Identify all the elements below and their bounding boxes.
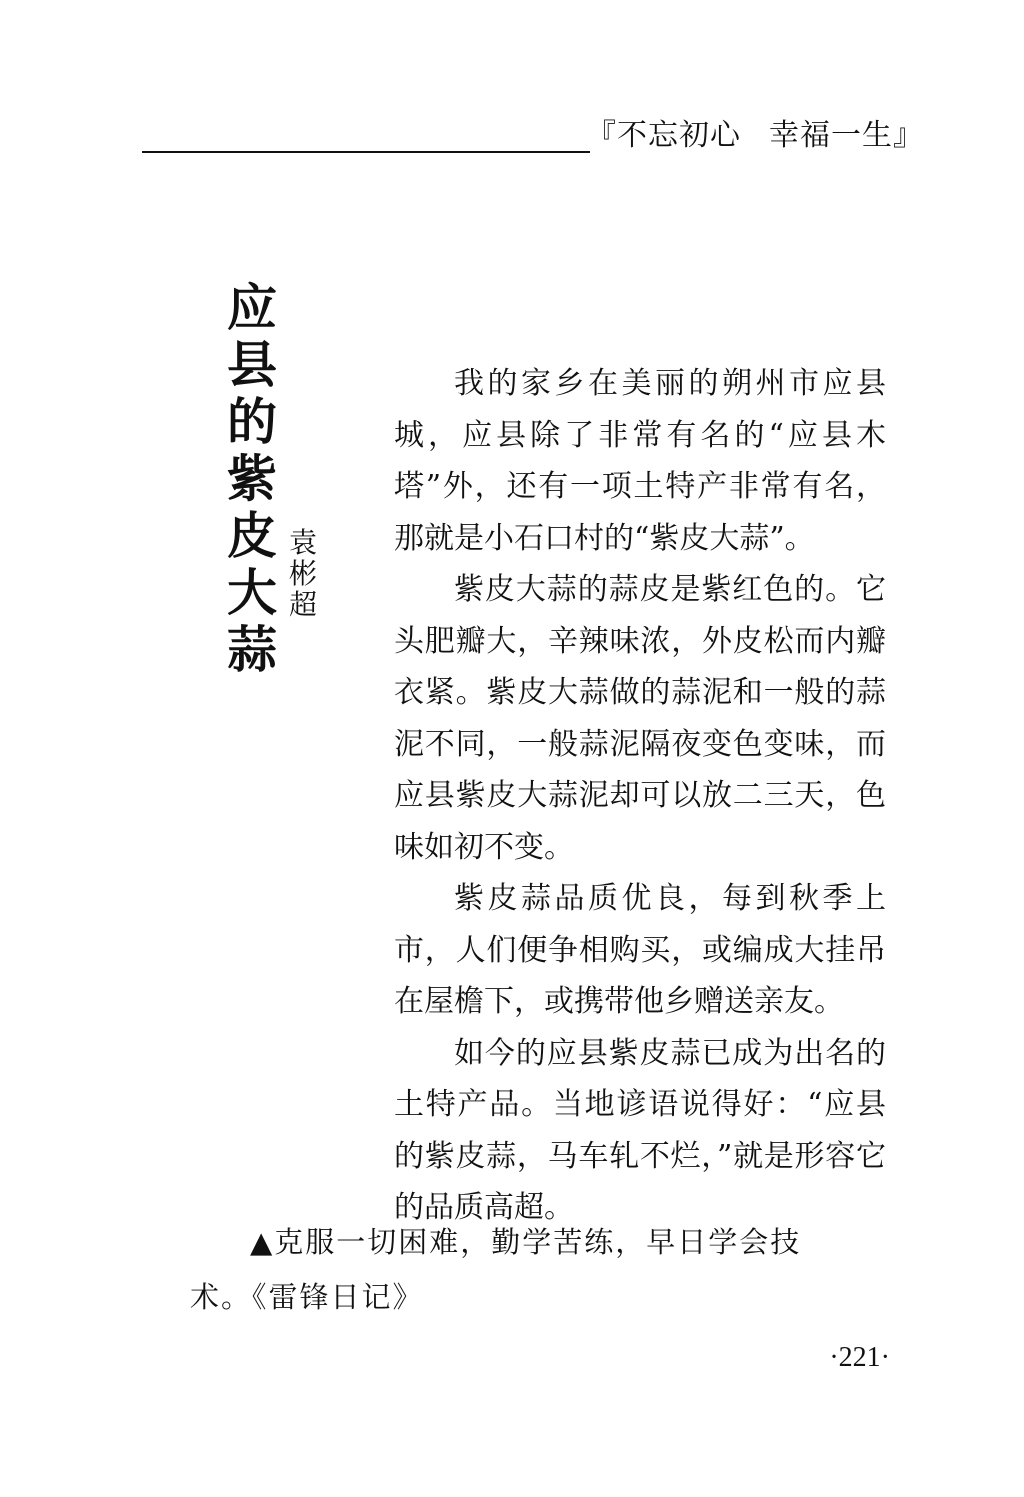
paragraph: 紫皮大蒜的蒜皮是紫红色的。它头肥瓣大，辛辣味浓，外皮松而内瓣衣紧。紫皮大蒜做的蒜泥和一般的蒜泥不同，一般蒜泥隔夜变色变味，而应县紫皮大蒜泥却可以放二三天，色味如初不变。 bbox=[394, 572, 886, 865]
header-open-bracket: 『 bbox=[586, 118, 617, 153]
lei-feng-quote bbox=[190, 1215, 802, 1325]
quote-line-2: 术。《雷锋日记》 bbox=[190, 1280, 424, 1314]
article-body bbox=[394, 358, 886, 1234]
header-title-part1: 不忘初心 bbox=[617, 118, 741, 153]
running-header bbox=[586, 116, 924, 156]
header-close-bracket: 』 bbox=[893, 118, 924, 153]
header-rule bbox=[142, 151, 590, 153]
article-author: 袁彬超 bbox=[288, 526, 317, 621]
paragraph: 如今的应县紫皮蒜已成为出名的土特产品。当地谚语说得好：“应县的紫皮蒜，马车轧不烂，”就是形容它的品质高超。 bbox=[394, 1035, 886, 1225]
page-number: ·221· bbox=[829, 1342, 890, 1373]
paragraph: 紫皮蒜品质优良，每到秋季上市，人们便争相购买，或编成大挂吊在屋檐下，或携带他乡赠送亲友。 bbox=[394, 881, 886, 1019]
article-title: 应县的紫皮大蒜 bbox=[227, 279, 277, 679]
paragraph: 我的家乡在美丽的朔州市应县城，应县除了非常有名的“应县木塔”外，还有一项土特产非常有名，那就是小石口村的“紫皮大蒜”。 bbox=[394, 366, 886, 556]
quote-line-1: ▲克服一切困难，勤学苦练，早日学会技 bbox=[250, 1225, 802, 1259]
header-title-part2: 幸福一生 bbox=[769, 118, 893, 153]
